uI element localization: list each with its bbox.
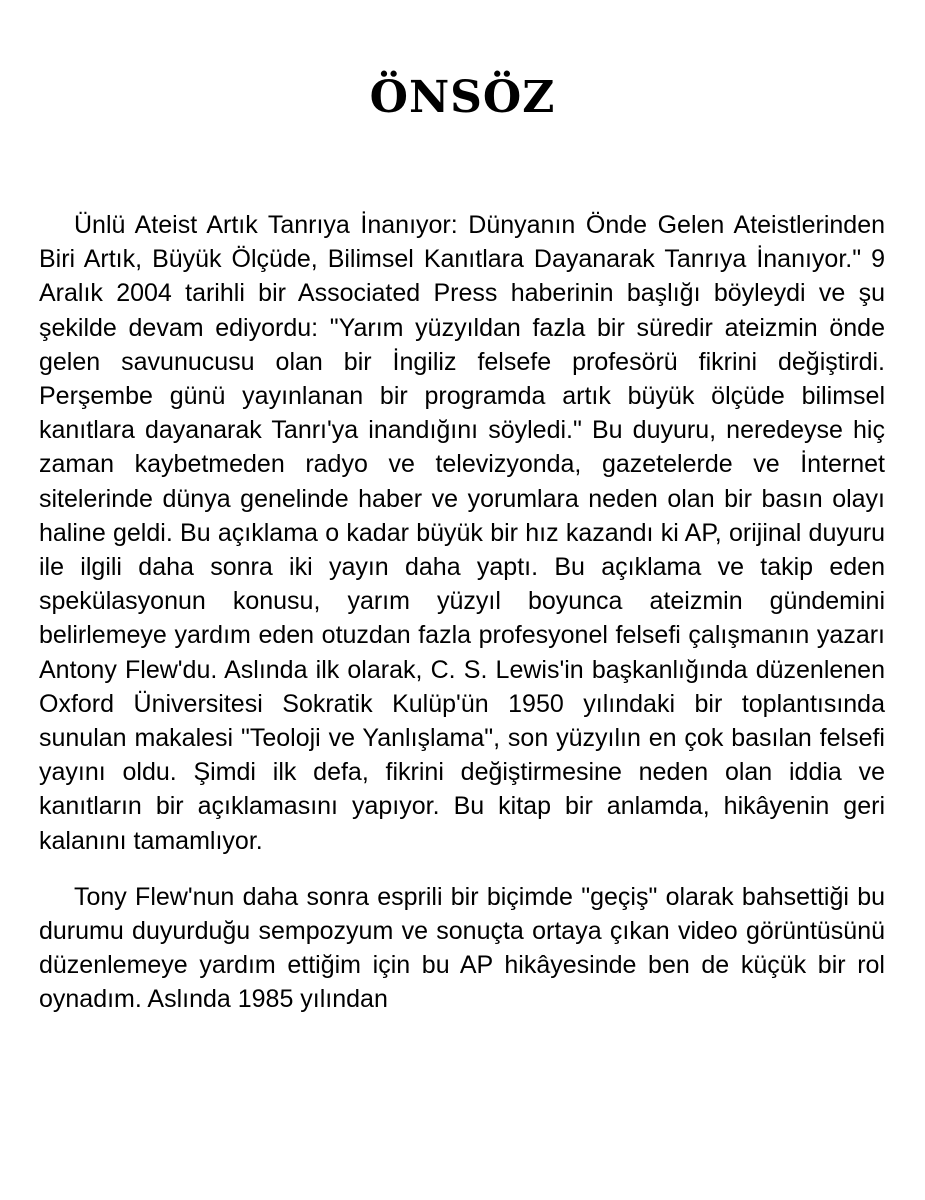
page-title: ÖNSÖZ	[369, 72, 556, 123]
body-text	[39, 208, 885, 1017]
paragraph-1: Ünlü Ateist Artık Tanrıya İnanıyor: Dünyanın Önde Gelen Ateistlerinden Biri Artık, Büyük Ölçüde, Bilimsel Kanıtlara Dayanarak Tanrıya İnanıyor." 9 Aralık 2004 tarihli bir Associated Press haberinin başlığı böyleydi ve şu şekilde devam ediyordu: "Yarım yüzyıldan fazla bir süredir ateizmin önde gelen savunucusu olan bir İngiliz felsefe profesörü fikrini değiştirdi. Perşembe günü yayınlanan bir programda artık büyük ölçüde bilimsel kanıtlara dayanarak Tanrı'ya inandığını söyledi." Bu duyuru, neredeyse hiç zaman kaybetmeden radyo ve televizyonda, gazetelerde ve İnternet sitelerinde dünya genelinde haber ve yorumlara neden olan bir basın olayı haline geldi. Bu açıklama o kadar büyük bir hız kazandı ki AP, orijinal duyuru ile ilgili daha sonra iki yayın daha yaptı. Bu açıklama ve takip eden spekülasyonun konusu, yarım yüzyıl boyunca ateizmin gündemini belirlemeye yardım eden otuzdan fazla profesyonel felsefi çalışmanın yazarı Antony Flew'du. Aslında ilk olarak, C. S. Lewis'in başkanlığında düzenlenen Oxford Üniversitesi Sokratik Kulüp'ün 1950 yılındaki bir toplantısında sunulan makalesi "Teoloji ve Yanlışlama", son yüzyılın en çok basılan felsefi yayını oldu. Şimdi ilk defa, fikrini değiştirmesine neden olan iddia ve kanıtların bir açıklamasını yapıyor. Bu kitap bir anlamda, hikâyenin geri kalanını tamamlıyor.	[39, 211, 885, 855]
paragraph-2: Tony Flew'nun daha sonra esprili bir biçimde "geçiş" olarak bahsettiği bu durumu duyurduğu sempozyum ve sonuçta ortaya çıkan video görüntüsünü düzenlemeye yardım ettiğim için bu AP hikâyesinde ben de küçük bir rol oynadım. Aslında 1985 yılından	[39, 882, 885, 1014]
